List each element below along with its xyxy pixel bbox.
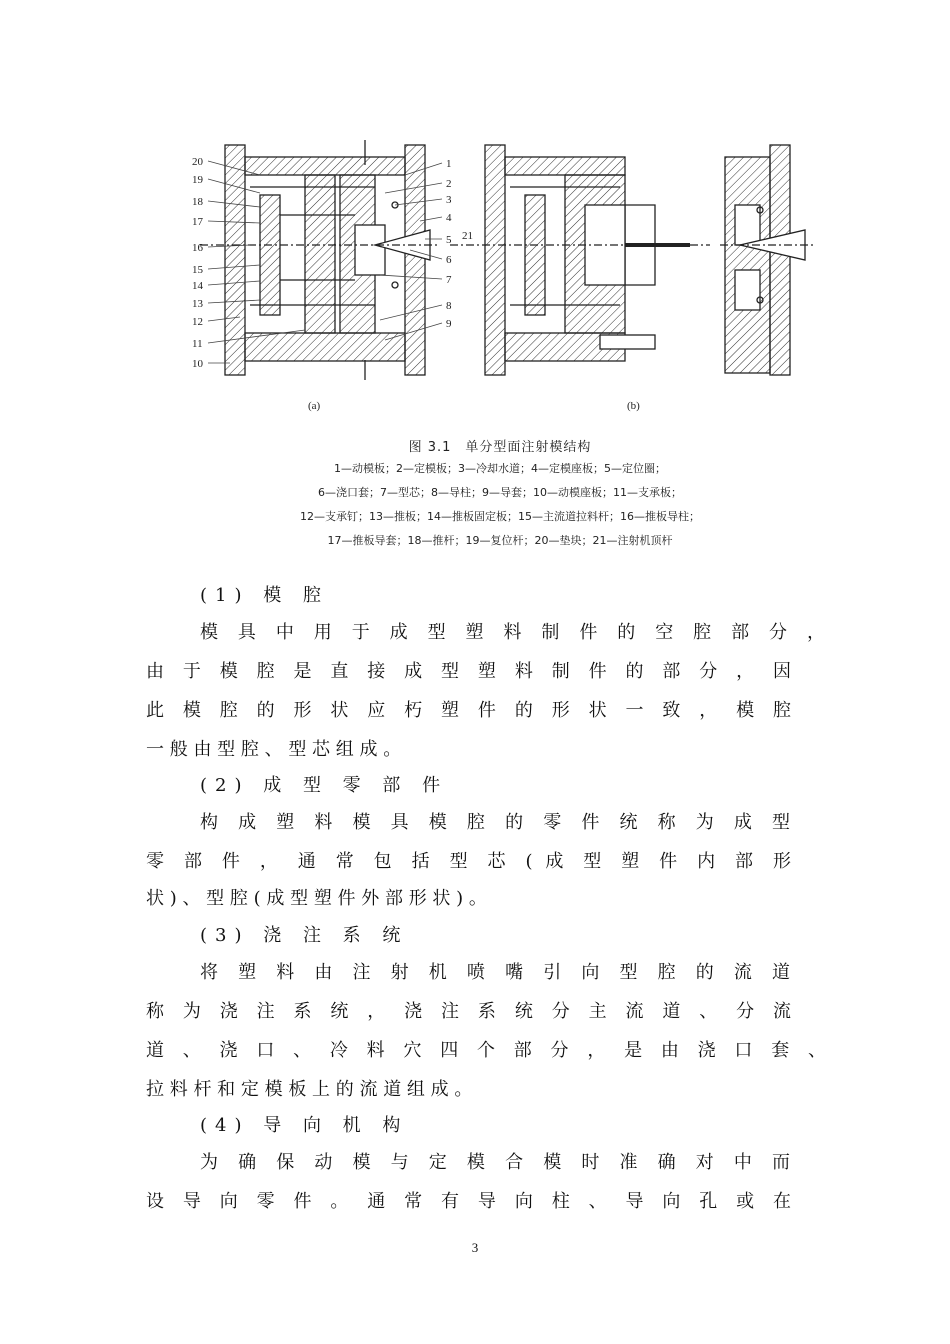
body-text-line: 道 、 浇 口 、 冷 料 穴 四 个 部 分 ， 是 由 浇 口 套 、 (146, 1040, 826, 1061)
section-heading-gating-system: (3) 浇 注 系 统 (200, 925, 409, 946)
body-text-line: 此 模 腔 的 形 状 应 朽 塑 件 的 形 状 一 致 ， 模 腔 (146, 700, 791, 721)
mold-structure-figure (180, 135, 820, 565)
fig-label: 9 (446, 318, 452, 330)
body-text-line: 将 塑 料 由 注 射 机 喷 嘴 引 向 型 腔 的 流 道 (200, 962, 790, 983)
fig-label: 12 (192, 316, 203, 328)
body-text-line: 为 确 保 动 模 与 定 模 合 模 时 准 确 对 中 而 (200, 1152, 790, 1173)
fig-label: 13 (192, 298, 203, 310)
fig-label: 20 (192, 156, 203, 168)
fig-label: 16 (192, 242, 203, 254)
body-text-line: 零 部 件 ， 通 常 包 括 型 芯 ( 成 型 塑 件 内 部 形 (146, 851, 791, 872)
fig-label: 6 (446, 254, 452, 266)
fig-label: 17 (192, 216, 203, 228)
fig-label: 14 (192, 280, 203, 292)
figure-legend-line: 12—支承钉；13—推板；14—推板固定板；15—主流道拉料杆；16—推板导柱； (300, 510, 700, 523)
body-text-line: 由 于 模 腔 是 直 接 成 型 塑 料 制 件 的 部 分 ， 因 (146, 661, 791, 682)
fig-label: 18 (192, 196, 203, 208)
fig-label: 1 (446, 158, 452, 170)
body-text-line: 一 般 由 型 腔 、 型 芯 组 成 。 (146, 739, 402, 760)
fig-label: 4 (446, 212, 452, 224)
section-heading-molding-parts: (2) 成 型 零 部 件 (200, 775, 449, 796)
figure-legend-line: 6—浇口套；7—型芯；8—导柱；9—导套；10—动模座板；11—支承板； (318, 486, 682, 499)
figure-caption-title: 图 3.1 单分型面注射模结构 (408, 440, 592, 455)
fig-label: 7 (446, 274, 452, 286)
fig-label: 2 (446, 178, 452, 190)
fig-sub-a: (a) (308, 400, 321, 412)
fig-label: 5 (446, 234, 452, 246)
page-number: 3 (471, 1240, 479, 1255)
body-text-line: 拉 料 杆 和 定 模 板 上 的 流 道 组 成 。 (146, 1079, 473, 1100)
body-text-line: 称 为 浇 注 系 统 ， 浇 注 系 统 分 主 流 道 、 分 流 (146, 1001, 791, 1022)
fig-label: 3 (446, 194, 452, 206)
fig-label: 8 (446, 300, 452, 312)
fig-label: 19 (192, 174, 203, 186)
body-text-line: 模 具 中 用 于 成 型 塑 料 制 件 的 空 腔 部 分 ， (200, 622, 825, 643)
section-heading-cavity: (1) 模 腔 (200, 585, 329, 606)
figure-legend-line: 17—推板导套；18—推杆；19—复位杆；20—垫块；21—注射机顶杆 (327, 534, 673, 547)
body-text-line: 设 导 向 零 件 。 通 常 有 导 向 柱 、 导 向 孔 或 在 (146, 1191, 791, 1212)
section-heading-guide-mechanism: (4) 导 向 机 构 (200, 1115, 409, 1136)
body-text-line: 状 ) 、 型 腔 ( 成 型 塑 件 外 部 形 状 ) 。 (146, 888, 487, 909)
fig-label: 15 (192, 264, 203, 276)
fig-label: 11 (192, 338, 203, 350)
body-text-line: 构 成 塑 料 模 具 模 腔 的 零 件 统 称 为 成 型 (200, 812, 790, 833)
fig-label: 10 (192, 358, 203, 370)
fig-sub-b: (b) (627, 400, 640, 412)
figure-legend-line: 1—动模板；2—定模板；3—冷却水道；4—定模座板；5—定位圈； (334, 462, 666, 475)
fig-label: 21 (462, 230, 473, 242)
